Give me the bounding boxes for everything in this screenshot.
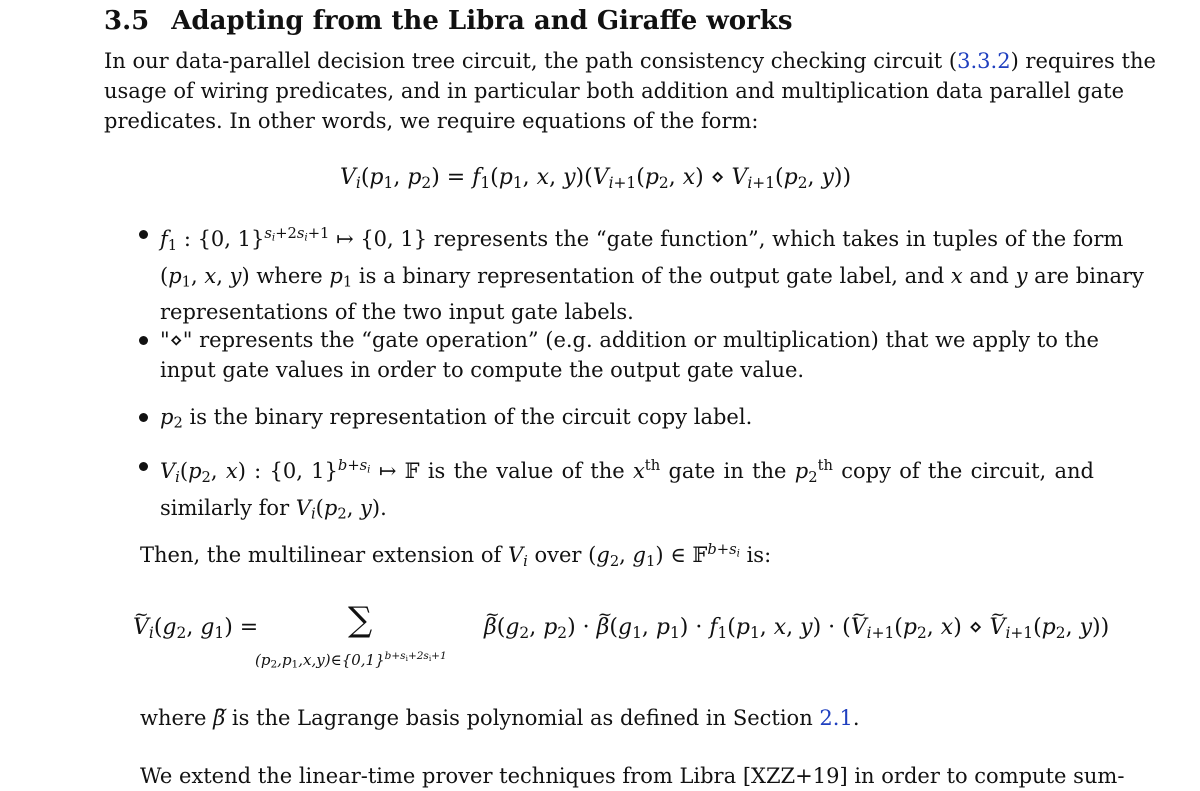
intro-line-1: In our data-parallel decision tree circuit, the path consistency checking circuit (3.3.2) requires the xyxy=(104,49,1156,73)
ref-link-section-21[interactable]: 2.1 xyxy=(819,706,853,730)
then-line: Then, the multilinear extension of Vi over ($g_2$, $g_1$) ∈ 𝔽$^{b+si}$ is: xyxy=(140,541,772,570)
summation-symbol: ∑ xyxy=(348,600,373,640)
bullet-dot-3 xyxy=(139,413,148,422)
bullet-2-line-1: "⋄" represents the “gate operation” (e.g. addition or multiplication) that we apply to the xyxy=(160,328,1099,352)
bullet-1-line-3: representations of the two input gate labels. xyxy=(160,300,634,325)
section-title: Adapting from the Libra and Giraffe works xyxy=(171,6,793,36)
intro-paragraph xyxy=(104,46,1156,136)
bullet-gate-function xyxy=(160,219,1144,327)
citation-xzz19[interactable]: [XZZ+19] xyxy=(742,764,848,788)
bullet-gate-value xyxy=(160,451,1094,529)
equation-gate-recursion: $Vi(p_1$, $p_2) = f_1(p_1$, x, $y)(Vi_{+1}(p_2$, x) ⋄ $Vi_{+1}(p_2$, y)) xyxy=(340,165,852,192)
bullet-dot-4 xyxy=(139,462,148,471)
mle-equation-rhs: ~ $\beta(g_2$, $p_2$) · ~ $\beta(g_1$, $p_1) \cdot f_1(p_1$, x, y) · (~ $Vi_{+1}(p_2$, x) ⋄ ~ $Vi_{+1}(p_2$, y)) xyxy=(484,615,1109,642)
summation-limits: $(p_2,p_1,x,y)\in\{0,1\}^{b+s_i+2s_i+1}$ xyxy=(255,650,447,671)
mle-equation-lhs: ~ $Vi(g_2$, $g_1$) = xyxy=(133,615,258,642)
section-heading xyxy=(104,6,792,36)
bullet-dot-2 xyxy=(139,336,148,345)
intro-line-3: predicates. In other words, we require equations of the form: xyxy=(104,109,759,133)
ref-link-332[interactable]: 3.3.2 xyxy=(957,49,1011,73)
bullet-dot-1 xyxy=(139,230,148,239)
bullet-2-line-2: input gate values in order to compute the output gate value. xyxy=(160,358,805,382)
last-line: We extend the linear-time prover techniques from Libra [XZZ+19] in order to compute sum- xyxy=(140,764,1125,788)
intro-line-2: usage of wiring predicates, and in particular both addition and multiplication data parallel gate xyxy=(104,79,1125,103)
bullet-copy-label xyxy=(160,402,752,439)
bullet-4-line-1: $Vi(p_2$, x) : {0, 1}$^{b+si}$ ↦ 𝔽 is the value of the $x^{th}$ gate in the $p_2^{th}$ copy of the circuit, and xyxy=(160,457,1094,486)
bullet-4-line-2: similarly for $Vi(p_2$, y). xyxy=(160,495,387,523)
where-line: where ~ β is the Lagrange basis polynomial as defined in Section 2.1. xyxy=(140,703,860,733)
bullet-1-line-1: $f_1$ : {0, 1}$^{si+2si+1}$ ↦ {0, 1} represents the “gate function”, which takes in tuples of the form xyxy=(160,225,1124,254)
bullet-gate-operation xyxy=(160,325,1099,385)
section-number: 3.5 xyxy=(104,6,150,36)
bullet-3-line-1: $p_2$ is the binary representation of the circuit copy label. xyxy=(160,405,753,432)
bullet-1-line-2: ($p_1$, x, y) where $p_1$ is a binary representation of the output gate label, and x and y are binary xyxy=(160,263,1144,291)
